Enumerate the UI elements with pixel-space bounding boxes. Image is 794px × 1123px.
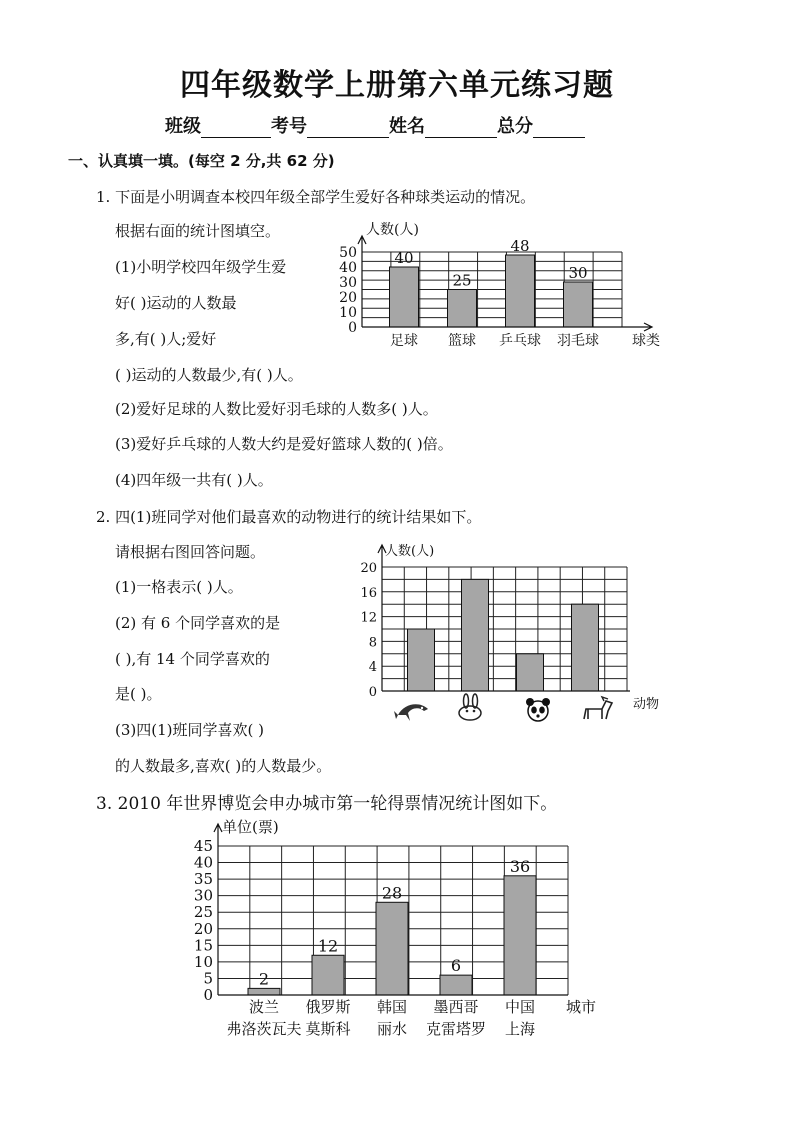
- bar-value-label: 2: [258, 969, 270, 989]
- x-axis-label: 城市: [566, 998, 597, 1016]
- bar-value-label: 28: [381, 883, 403, 903]
- q1-stem: 1. 下面是小明调查本校四年级全部学生爱好各种球类运动的情况。: [96, 188, 536, 206]
- q1-part1-line2: 好( )运动的人数最: [115, 294, 237, 312]
- y-tick-label: 0: [203, 986, 213, 1004]
- y-tick-label: 8: [368, 635, 377, 651]
- bar-value-label: 30: [568, 264, 588, 282]
- x-category-label: 足球: [390, 333, 418, 349]
- bar-value-label: 12: [317, 936, 339, 956]
- page-title: 四年级数学上册第六单元练习题: [180, 68, 614, 103]
- x-category-label: 上海: [504, 1020, 536, 1038]
- q2-part3-line1: (3)四(1)班同学喜欢( ): [115, 721, 264, 739]
- q2-part2-line3: 是( )。: [115, 685, 162, 703]
- q2-stem: 2. 四(1)班同学对他们最喜欢的动物进行的统计结果如下。: [96, 508, 482, 526]
- exam-no-label: 考号: [271, 116, 307, 137]
- x-category-label: 弗洛茨瓦夫: [226, 1020, 302, 1038]
- q2-part2-line2: ( ),有 14 个同学喜欢的: [115, 650, 270, 668]
- q1-part1-line1: (1)小明学校四年级学生爱: [115, 258, 287, 276]
- q1-part3: (3)爱好乒乓球的人数大约是爱好篮球人数的( )倍。: [115, 435, 453, 453]
- x-category-label: 波兰: [248, 998, 280, 1016]
- x-axis-label: 球类: [632, 333, 660, 349]
- bar-value-label: 48: [510, 237, 530, 255]
- q1-part1-line4: ( )运动的人数最少,有( )人。: [115, 366, 303, 384]
- x-category-label: 韩国: [376, 998, 408, 1016]
- bar: [312, 955, 344, 995]
- q2-intro: 请根据右图回答问题。: [115, 543, 266, 561]
- q1-part2: (2)爱好足球的人数比爱好羽毛球的人数多( )人。: [115, 400, 438, 418]
- y-axis-label: 人数(人): [385, 544, 435, 559]
- y-tick-label: 10: [193, 952, 213, 971]
- y-tick-label: 20: [193, 919, 213, 938]
- bar-value-label: 25: [452, 271, 472, 290]
- q2-part3-line2: 的人数最多,喜欢( )的人数最少。: [115, 757, 332, 775]
- y-axis-arrow: [214, 824, 222, 995]
- y-tick-label: 45: [193, 837, 213, 855]
- bar: [248, 988, 280, 995]
- bar-value-label: 40: [394, 249, 414, 267]
- y-tick-label: 40: [193, 853, 213, 872]
- q1-part4: (4)四年级一共有( )人。: [115, 471, 273, 489]
- y-tick-label: 25: [193, 903, 213, 922]
- y-tick-label: 5: [203, 969, 213, 988]
- q2-part1: (1)一格表示( )人。: [115, 578, 243, 596]
- x-category-label: 丽水: [376, 1020, 408, 1038]
- y-tick-label: 15: [193, 936, 213, 955]
- x-category-label: 羽毛球: [557, 333, 599, 349]
- bar: [440, 975, 472, 995]
- bar-value-label: 6: [450, 956, 462, 976]
- bar: [504, 876, 536, 995]
- q3-stem: 3. 2010 年世界博览会申办城市第一轮得票情况统计图如下。: [96, 794, 558, 814]
- x-category-label: 中国: [504, 998, 536, 1016]
- q1-part1-line3: 多,有( )人;爱好: [115, 330, 217, 348]
- score-label: 总分: [497, 116, 533, 137]
- bar: [376, 902, 408, 995]
- y-tick-label: 20: [360, 561, 377, 576]
- y-tick-label: 0: [348, 320, 357, 336]
- x-category-label: 乒乓球: [499, 333, 541, 349]
- x-category-label: 莫斯科: [305, 1020, 351, 1038]
- y-tick-label: 30: [193, 886, 213, 905]
- bar-value-label: 36: [509, 856, 531, 876]
- y-tick-label: 40: [339, 260, 357, 276]
- x-axis-label: 动物: [633, 697, 660, 712]
- y-axis-label: 人数(人): [366, 222, 419, 238]
- y-tick-label: 0: [368, 685, 377, 700]
- x-category-label: 篮球: [448, 333, 476, 349]
- y-tick-label: 30: [339, 275, 357, 291]
- y-tick-label: 4: [368, 660, 377, 676]
- name-label: 姓名: [389, 116, 425, 137]
- x-category-label: 克雷塔罗: [425, 1020, 487, 1038]
- section-heading: 一、认真填一填。(每空 2 分,共 62 分): [68, 152, 335, 170]
- y-tick-label: 10: [339, 305, 357, 321]
- q2-part2-line1: (2) 有 6 个同学喜欢的是: [115, 614, 281, 632]
- x-category-label: 墨西哥: [433, 998, 479, 1016]
- y-axis-label: 单位(票): [222, 818, 279, 836]
- y-tick-label: 16: [360, 585, 377, 601]
- y-tick-label: 12: [360, 610, 377, 626]
- x-category-label: 俄罗斯: [305, 998, 351, 1016]
- class-label: 班级: [165, 116, 201, 137]
- y-tick-label: 50: [339, 245, 357, 261]
- q1-intro: 根据右面的统计图填空。: [115, 222, 281, 240]
- y-tick-label: 20: [339, 290, 357, 306]
- y-tick-label: 35: [193, 870, 213, 889]
